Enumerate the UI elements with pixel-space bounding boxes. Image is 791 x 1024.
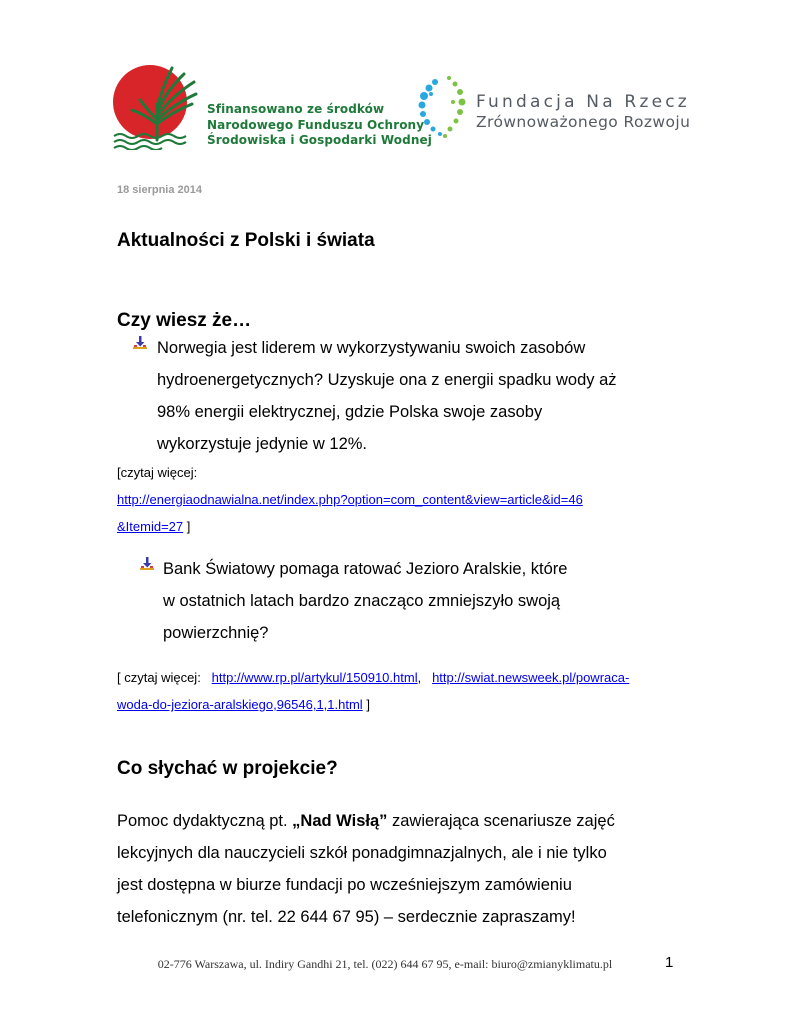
link-separator: , xyxy=(417,670,422,685)
para-text: zawierająca scenariusze zajęć xyxy=(387,812,615,830)
bullet-aral-sea xyxy=(163,553,567,649)
nfosigw-logo xyxy=(112,62,202,150)
para-line: telefonicznym (nr. tel. 22 644 67 95) – serdecznie zapraszamy! xyxy=(117,908,576,926)
energia-odnawialna-link-cont[interactable]: &Itemid=27 xyxy=(117,519,184,534)
section-heading-project: Co słychać w projekcie? xyxy=(117,758,338,779)
section-heading-did-you-know: Czy wiesz że… xyxy=(117,310,252,331)
bullet-line: wykorzystuje jedynie w 12%. xyxy=(157,435,368,453)
document-date: 18 sierpnia 2014 xyxy=(117,184,203,196)
read-more-norway xyxy=(117,459,583,540)
project-paragraph xyxy=(117,805,615,933)
nfos-line-3: Środowiska i Gospodarki Wodnej xyxy=(207,133,432,147)
read-more-label: [ czytaj więcej: xyxy=(117,670,201,685)
para-line: lekcyjnych dla nauczycieli szkół ponadgimnazjalnych, ale i nie tylko xyxy=(117,844,607,862)
para-text: Pomoc dydaktyczną pt. xyxy=(117,812,293,830)
bullet-norway xyxy=(157,332,617,460)
bullet-line: 98% energii elektrycznej, gdzie Polska swoje zasoby xyxy=(157,403,543,421)
foundation-logo xyxy=(413,72,469,144)
nfosigw-caption xyxy=(207,102,432,149)
nfos-line-2: Narodowego Funduszu Ochrony xyxy=(207,117,425,132)
read-more-label: [czytaj więcej: xyxy=(117,465,198,480)
nfos-line-1: Sfinansowano ze środków xyxy=(207,102,385,116)
energia-odnawialna-link[interactable]: http://energiaodnawialna.net/index.php?option=com_content&view=article&id=46 xyxy=(117,492,583,507)
bullet-line: Bank Światowy pomaga ratować Jezioro Aralskie, które xyxy=(163,560,568,578)
section-heading-news: Aktualności z Polski i świata xyxy=(117,230,375,251)
bullet-line: hydroenergetycznych? Uzyskuje ona z energii spadku wody aż xyxy=(157,371,617,389)
rp-pl-link[interactable]: http://www.rp.pl/artykul/150910.html xyxy=(211,670,418,685)
newsweek-link[interactable]: http://swiat.newsweek.pl/powraca- xyxy=(432,670,630,685)
para-line: jest dostępna w biurze fundacji po wcześniejszym zamówieniu xyxy=(117,876,572,894)
read-more-close: ] xyxy=(362,697,370,712)
read-more-close: ] xyxy=(183,519,191,534)
read-more-aral xyxy=(117,664,629,718)
foundation-caption xyxy=(476,92,690,132)
page-number: 1 xyxy=(665,954,674,971)
bullet-line: powierzchnię? xyxy=(163,624,269,642)
bullet-line: w ostatnich latach bardzo znacząco zmniejszyło swoją xyxy=(163,592,561,610)
foundation-line-2: Zrównoważonego Rozwoju xyxy=(476,113,691,131)
foundation-line-1: Fundacja Na Rzecz xyxy=(476,92,690,112)
bullet-line: Norwegia jest liderem w wykorzystywaniu swoich zasobów xyxy=(157,339,586,357)
newsweek-link-cont[interactable]: woda-do-jeziora-aralskiego,96546,1,1.html xyxy=(117,697,363,712)
page-footer: 02-776 Warszawa, ul. Indiry Gandhi 21, tel. (022) 644 67 95, e-mail: biuro@zmianyklimatu.pl xyxy=(157,957,613,971)
publication-title: „Nad Wisłą” xyxy=(292,812,388,830)
arrow-bullet-icon xyxy=(140,557,154,571)
arrow-bullet-icon xyxy=(133,336,147,350)
